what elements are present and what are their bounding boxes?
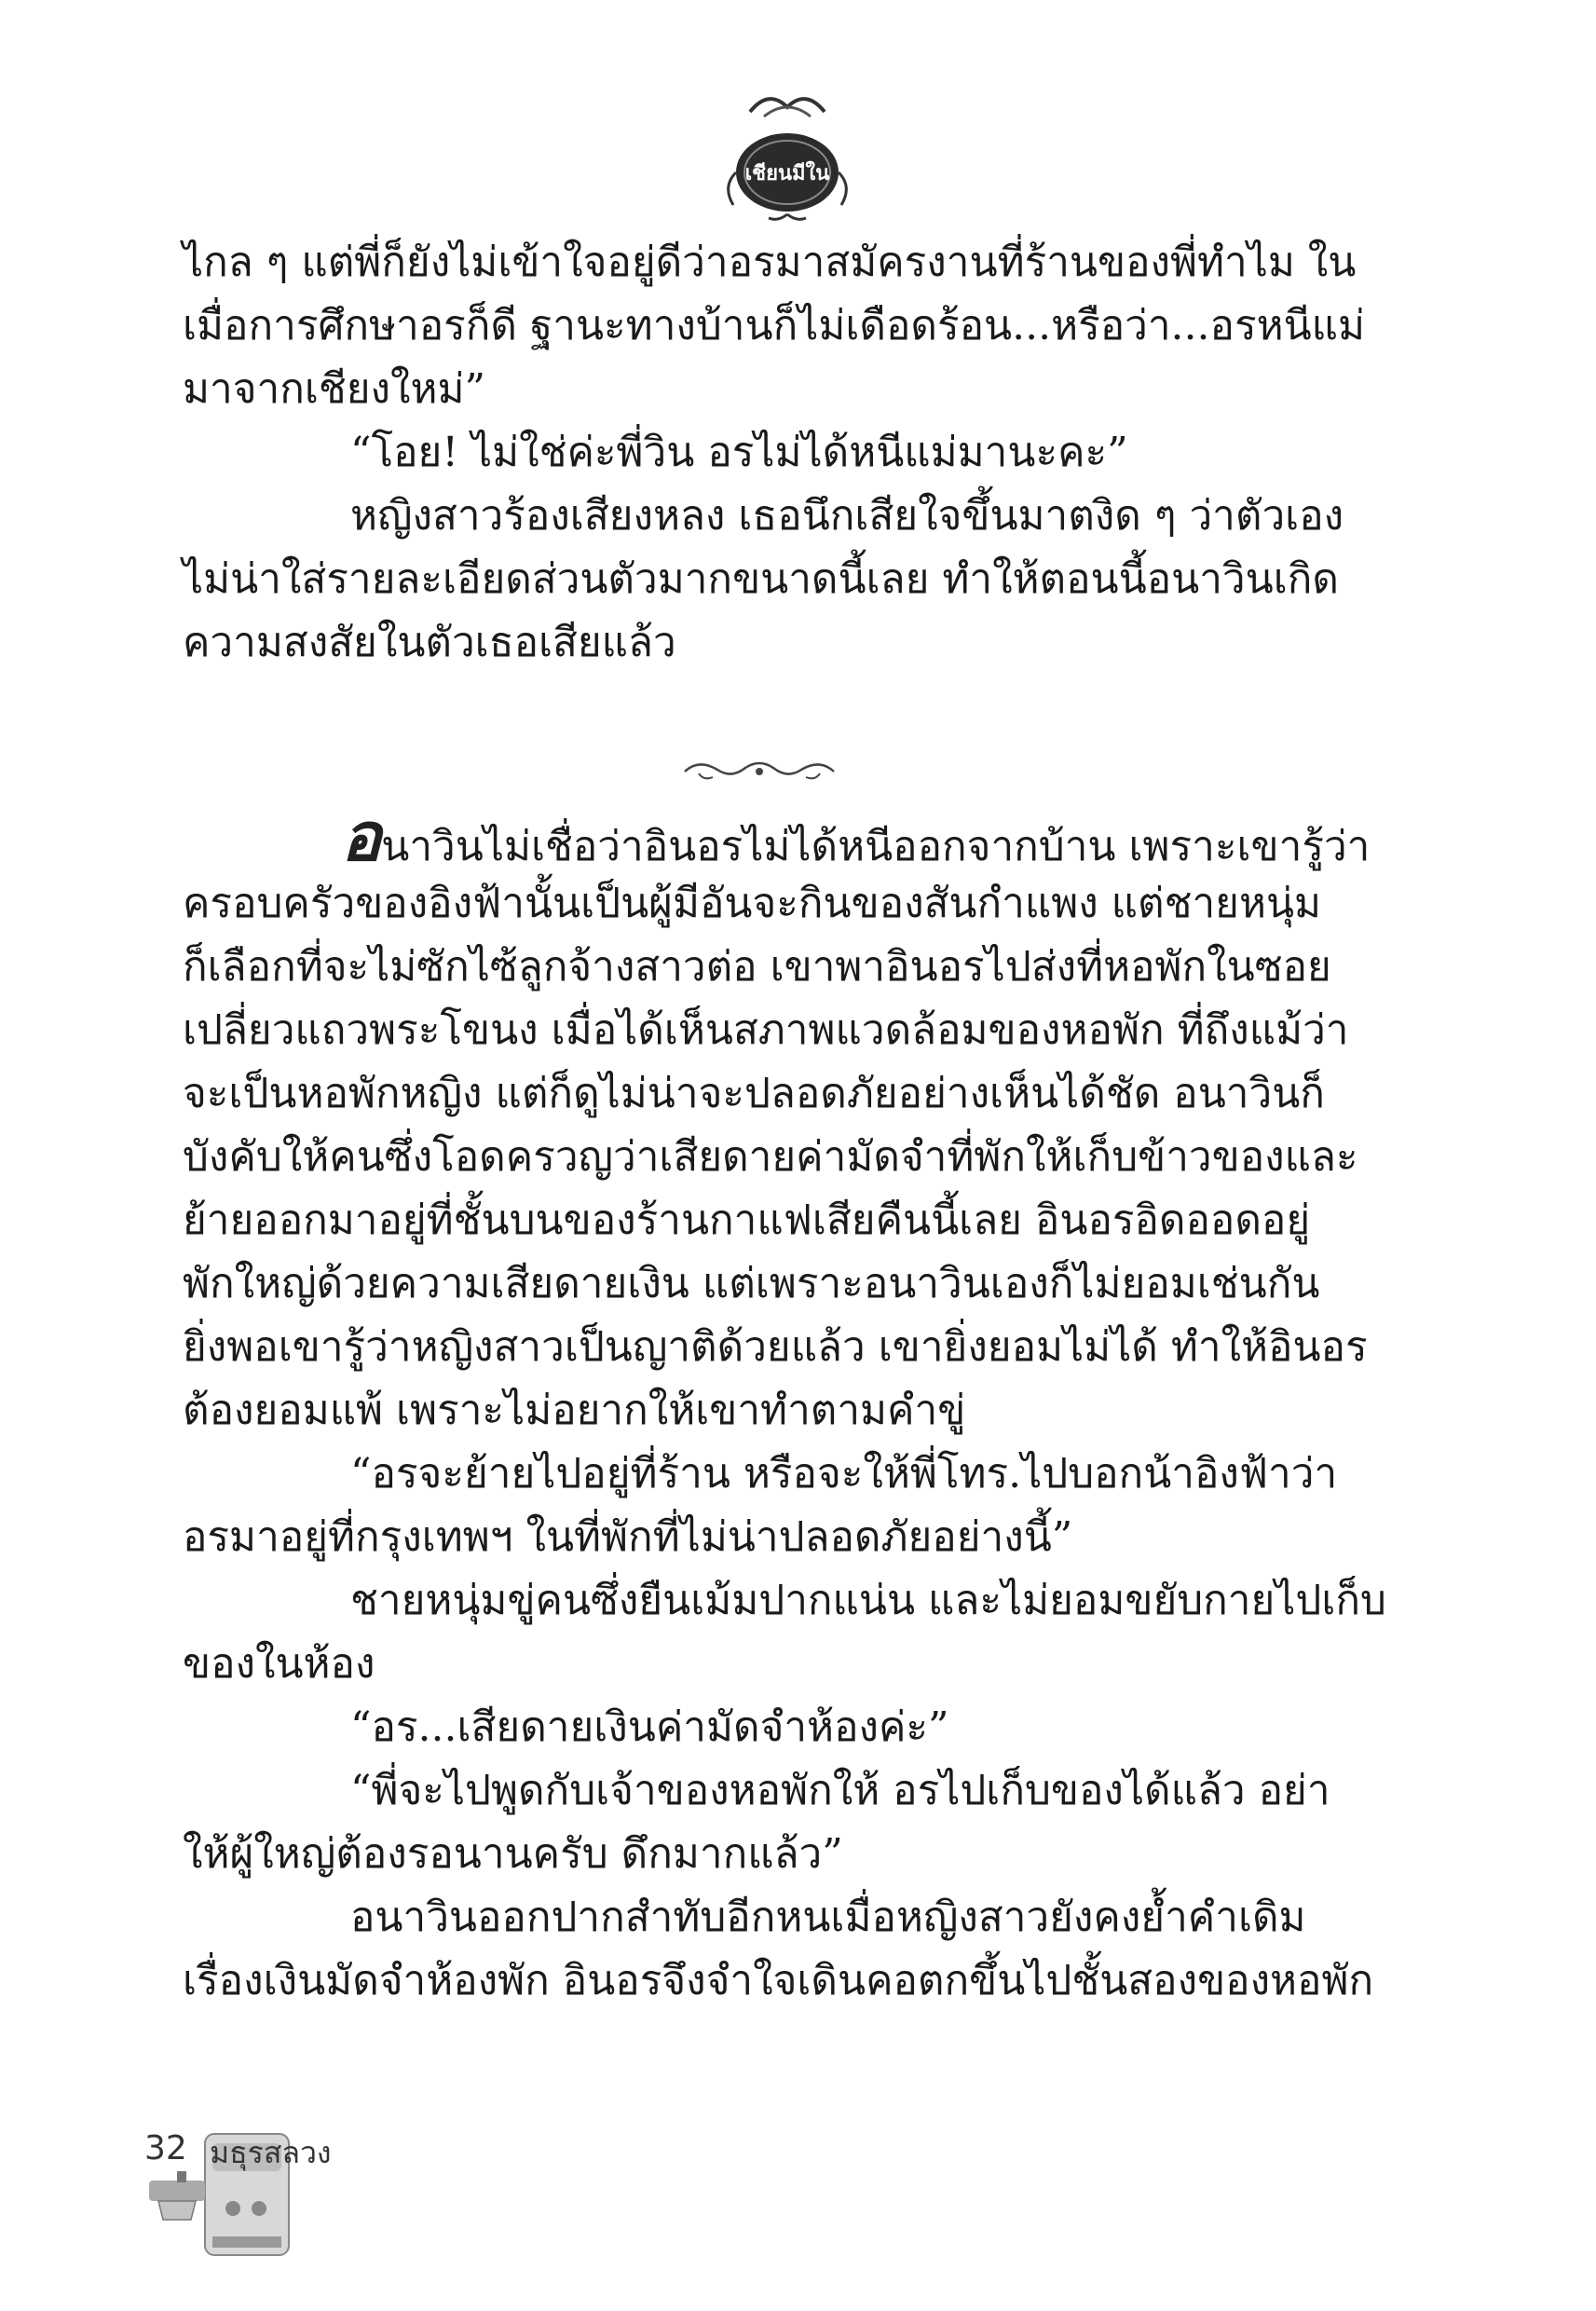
text-line: ให้ผู้ใหญ่ต้องรอนานครับ ดึกมากแล้ว” (183, 1830, 843, 1878)
text-line: ต้องยอมแพ้ เพราะไม่อยากให้เขาทำตามคำขู่ (183, 1387, 966, 1434)
text-line: เรื่องเงินมัดจำห้องพัก อินอรจึงจำใจเดินคอตกขึ้นไปชั้นสองของหอพัก (183, 1957, 1374, 2004)
text-line: ครอบครัวของอิงฟ้านั้นเป็นผู้มีอันจะกินของสันกำแพง แต่ชายหนุ่ม (183, 880, 1322, 927)
ornamental-crest-icon (713, 84, 862, 224)
header-logo (713, 84, 862, 224)
text-line: หญิงสาวร้องเสียงหลง เธอนึกเสียใจขึ้นมาตงิด ๆ ว่าตัวเอง (350, 492, 1344, 540)
text-line: นาวินไม่เชื่อว่าอินอรไม่ได้หนีออกจากบ้าน เพราะเขารู้ว่า (381, 823, 1371, 870)
text-line: ชายหนุ่มขู่คนซึ่งยืนเม้มปากแน่น และไม่ยอมขยับกายไปเก็บ (350, 1577, 1386, 1624)
text-line: ก็เลือกที่จะไม่ซักไซ้ลูกจ้างสาวต่อ เขาพาอินอรไปส่งที่หอพักในซอย (183, 943, 1331, 991)
text-line: ยิ่งพอเขารู้ว่าหญิงสาวเป็นญาติด้วยแล้ว เขายิ่งยอมไม่ได้ ทำให้อินอร (183, 1323, 1368, 1371)
text-line: เมื่อการศึกษาอรก็ดี ฐานะทางบ้านก็ไม่เดือดร้อน...หรือว่า...อรหนีแม่ (183, 302, 1366, 349)
text-line: พักใหญ่ด้วยความเสียดายเงิน แต่เพราะอนาวินเองก็ไม่ยอมเช่นกัน (183, 1260, 1320, 1307)
text-line: ไม่น่าใส่รายละเอียดส่วนตัวมากขนาดนี้เลย ทำให้ตอนนี้อนาวินเกิด (183, 555, 1339, 603)
drop-cap: อ (341, 798, 382, 876)
text-line: ย้ายออกมาอยู่ที่ชั้นบนของร้านกาแฟเสียคืนนี้เลย อินอรอิดออดอยู่ (183, 1197, 1311, 1244)
scroll-divider (680, 753, 839, 786)
text-line: อนาวินออกปากสำทับอีกหนเมื่อหญิงสาวยังคงย้ำคำเดิม (350, 1894, 1306, 1941)
book-title: มธุรสลวง (210, 2135, 332, 2170)
text-line: “อร...เสียดายเงินค่ามัดจำห้องค่ะ” (350, 1703, 949, 1751)
text-section-2 (183, 798, 1386, 2013)
text-line: ของในห้อง (183, 1640, 375, 1688)
text-line: ไกล ๆ แต่พี่ก็ยังไม่เข้าใจอยู่ดีว่าอรมาสมัครงานที่ร้านของพี่ทำไม ใน (183, 239, 1357, 286)
logo-text: เชียนมีใน (744, 161, 830, 185)
text-line: อรมาอยู่ที่กรุงเทพฯ ในที่พักที่ไม่น่าปลอดภัยอย่างนี้” (183, 1513, 1073, 1561)
text-line: ความสงสัยในตัวเธอเสียแล้ว (183, 619, 676, 666)
page-number: 32 (144, 2129, 187, 2167)
text-section-1 (183, 231, 1366, 675)
text-line: “อรจะย้ายไปอยู่ที่ร้าน หรือจะให้พี่โทร.ไปบอกน้าอิงฟ้าว่า (350, 1450, 1338, 1497)
text-line-first (183, 798, 1371, 876)
text-line: เปลี่ยวแถวพระโขนง เมื่อได้เห็นสภาพแวดล้อมของหอพัก ที่ถึงแม้ว่า (183, 1006, 1349, 1054)
scroll-divider-icon (680, 753, 839, 786)
text-line: มาจากเชียงใหม่” (183, 365, 485, 413)
text-line: บังคับให้คนซึ่งโอดครวญว่าเสียดายค่ามัดจำที่พักให้เก็บข้าวของและ (183, 1133, 1358, 1181)
text-line: “พี่จะไปพูดกับเจ้าของหอพักให้ อรไปเก็บของได้แล้ว อย่า (350, 1767, 1330, 1814)
text-line: “โอย! ไม่ใช่ค่ะพี่วิน อรไม่ได้หนีแม่มานะคะ” (350, 429, 1128, 476)
text-line: จะเป็นหอพักหญิง แต่ก็ดูไม่น่าจะปลอดภัยอย่างเห็นได้ชัด อนาวินก็ (183, 1070, 1325, 1117)
